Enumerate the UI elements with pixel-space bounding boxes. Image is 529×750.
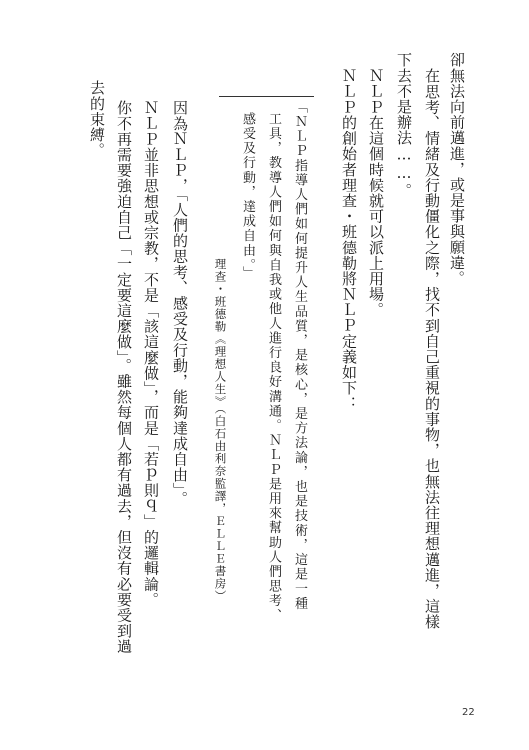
quote-divider [219,96,314,97]
text-line-7: ＮＬＰ並非思想或宗教，不是「該這麼做」，而是「若ｐ則ｑ」的邏輯論。 [142,100,160,608]
text-line-3: 下去不是辦法……。 [395,52,413,199]
quote-line-2: 工具，教導人們如何與自我或他人進行良好溝通。ＮＬＰ是用來幫助人們思考、 [266,112,281,623]
text-line-9: 去的束縛。 [88,80,106,158]
text-line-5: ＮＬＰ的創始者理查・班德勒將ＮＬＰ定義如下： [340,68,358,412]
text-line-4: ＮＬＰ在這個時候就可以派上用場。 [367,68,385,318]
text-line-6: 因為ＮＬＰ，「人們的思考、感受及行動，能夠達成自由」。 [171,100,189,507]
text-line-2: 在思考、情緒及行動僵化之際，找不到自己重視的事物，也無法往理想邁進，這樣 [423,68,441,630]
quote-citation: 理查・班德勒《理想人生》（白石由利奈監譯，ＥＬＬＥ書房） [213,258,228,603]
page-number: 22 [462,707,475,718]
quote-line-3: 感受及行動，達成自由。」 [240,112,255,281]
text-line-8: 你不再需要強迫自己「一定要這麼做」。雖然每個人都有過去，但沒有必要受到過 [115,100,133,655]
quote-line-1: 「ＮＬＰ指導人們如何提升人生品質，是核心，是方法論，也是技術，這是一種 [292,100,307,611]
text-line-1: 卻無法向前邁進，或是事與願違。 [448,52,466,286]
